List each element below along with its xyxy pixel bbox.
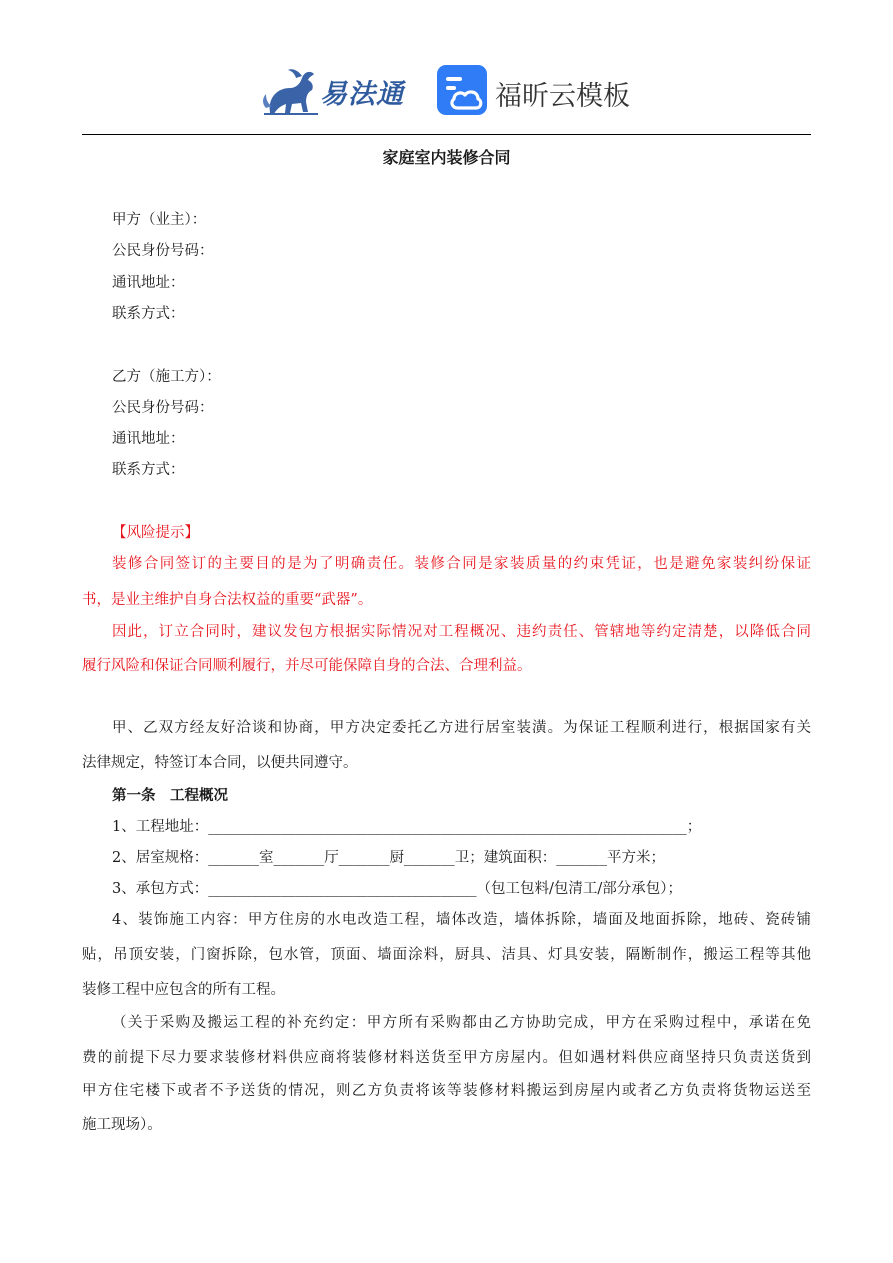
foxit-cloud-template-logo [436,64,636,118]
yifatong-logo [262,62,412,118]
article-1-item-1: 1、工程地址：__________________________________________________________________； [112,819,702,835]
article-1-heading: 第一条 工程概况 [112,787,228,804]
horse-icon [262,64,322,118]
risk-paragraph-1-line-2: 书，是业主维护自身合法权益的重要“武器”。 [82,592,373,608]
supplement-line-4: 施工现场）。 [82,1117,162,1133]
document-title: 家庭室内装修合同 [382,148,511,167]
risk-heading: 【风险提示】 [112,525,199,541]
article-1-item-2: 2、居室规格：_______室_______厅_______厨_______卫；建筑面积：_______平方米； [112,850,665,866]
party-b-label: 乙方（施工方）： [112,369,221,385]
supplement-line-3: 甲方住宅楼下或者不予送货的情况，则乙方负责将该等装修材料搬运到房屋内或者乙方负责将货物运送至 [82,1083,811,1099]
party-a-contact-label: 联系方式： [112,306,185,322]
article-1-item-4-line-2: 贴，吊顶安装，门窗拆除，包水管，顶面、墙面涂料，厨具、洁具、灯具安装，隔断制作，搬运工程等其他 [82,947,811,963]
risk-paragraph-2-line-1: 因此，订立合同时，建议发包方根据实际情况对工程概况、违约责任、管辖地等约定清楚，以降低合同 [112,624,811,640]
party-a-id-label: 公民身份号码： [112,243,214,259]
article-1-item-3: 3、承包方式：_____________________________________（包工包料/包清工/部分承包）； [112,881,682,897]
intro-line-2: 法律规定，特签订本合同，以便共同遵守。 [82,755,358,771]
party-b-contact-label: 联系方式： [112,462,185,478]
supplement-line-1: （关于采购及搬运工程的补充约定：甲方所有采购都由乙方协助完成，甲方在采购过程中，承诺在免 [112,1015,811,1031]
risk-paragraph-1-line-1: 装修合同签订的主要目的是为了明确责任。装修合同是家装质量的约束凭证，也是避免家装纠纷保证 [112,556,811,572]
yifatong-logo-text: 易法通 [320,79,404,110]
header-divider [82,134,811,135]
party-a-label: 甲方（业主）： [112,212,207,228]
page-header [0,60,893,122]
party-b-address-label: 通讯地址： [112,431,185,447]
foxit-logo-text: 福昕云模板 [495,81,630,112]
cloud-document-icon [436,64,488,116]
risk-paragraph-2-line-2: 履行风险和保证合同顺利履行，并尽可能保障自身的合法、合理利益。 [82,658,532,674]
intro-line-1: 甲、乙双方经友好洽谈和协商，甲方决定委托乙方进行居室装潢。为保证工程顺利进行，根据国家有关 [112,720,811,736]
article-1-item-4-line-3: 装修工程中应包含的所有工程。 [82,982,285,998]
supplement-line-2: 费的前提下尽力要求装修材料供应商将装修材料送货至甲方房屋内。但如遇材料供应商坚持只负责送货到 [82,1050,811,1066]
party-a-address-label: 通讯地址： [112,275,185,291]
article-1-item-4-line-1: 4、装饰施工内容：甲方住房的水电改造工程，墙体改造，墙体拆除，墙面及地面拆除，地砖、瓷砖铺 [112,912,811,928]
party-b-id-label: 公民身份号码： [112,400,214,416]
